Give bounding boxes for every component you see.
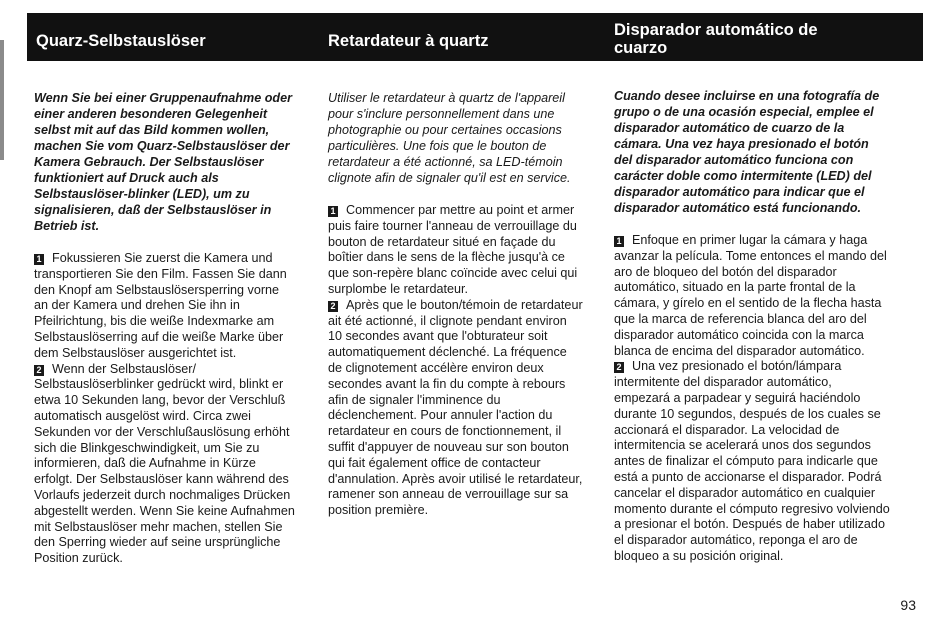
- step-2-french: [328, 298, 583, 519]
- column-french: [328, 90, 583, 519]
- step-text: Après que le bouton/témoin de retardateur ait été actionné, il clignote pendant environ 10 secondes avant que l'obturateur soit automatiquement déclenché. La fréquence de clignotement accélère environ deux secondes avant la fin du compte à rebours afin de signaler l'imminence du déclenchement. Pour annuler l'action du retardateur en cours de fonctionnement, il suffit d'appuyer de nouveau sur son bouton qui fait également office de contacteur d'annulation. Après avoir utilisé le retardateur, ramener son anneau de verrouillage sur sa position première.: [328, 297, 583, 518]
- step-number-badge: 2: [328, 301, 338, 312]
- header-title-german: Quarz-Selbstauslöser: [36, 32, 206, 50]
- step-text: Wenn der Selbstauslöser/ Selbstauslöserblinker gedrückt wird, blinkt er etwa 10 Sekunden lang, bevor der Verschluß automatisch ausgelöst wird. Circa zwei Sekunden vor der Verschlußauslösung erhöht sich die Blinkgeschwindigkeit, um Sie zu informieren, daß die Aufnahme in Kürze erfolgt. Der Selbstauslöser kann während des Vorlaufs jederzeit durch nochmaliges Drücken abgestellt werden. Wenn Sie keine Aufnahmen mit Selbstauslöser mehr machen, stellen Sie den Sperring wieder auf seine ursprüngliche Position zurück.: [34, 361, 295, 566]
- step-1-spanish: [614, 233, 890, 359]
- step-number-badge: 2: [34, 365, 44, 376]
- step-number-badge: 1: [614, 236, 624, 247]
- step-text: Una vez presionado el botón/lámpara intermitente del disparador automático, empezará a parpadear y seguirá haciéndolo durante 10 segundos, después de los cuales se accionará el disparador. La velocidad de intermitencia se acelerará unos dos segundos antes de finalizar el cómputo para indicarle que está a punto de accionarse el disparador. Podrá cancelar el disparador automático en cualquier momento durante el cómputo regresivo volviendo a presionar el botón. Después de haber utilizado el disparador automático, reponga el aro de bloqueo a su posición original.: [614, 359, 890, 563]
- step-number-badge: 1: [34, 254, 44, 265]
- intro-paragraph-german: Wenn Sie bei einer Gruppenaufnahme oder einer anderen besonderen Gelegenheit selbst mit auf das Bild kommen wollen, machen Sie vom Quarz-Selbstauslöser der Kamera Gebrauch. Der Selbstauslöser funktioniert auf Druck auch als Selbstauslöser-blinker (LED), um zu signalisieren, daß der Selbstauslöser in Betrieb ist.: [34, 91, 292, 233]
- header-title-spanish: Disparador automático de cuarzo: [614, 21, 818, 57]
- column-german: [34, 90, 296, 567]
- column-spanish: [614, 88, 890, 565]
- step-2-spanish: [614, 359, 890, 564]
- step-1-french: [328, 203, 583, 298]
- step-text: Enfoque en primer lugar la cámara y haga avanzar la película. Tome entonces el mando del aro de bloqueo del botón del disparador automático, situado en la parte frontal de la cámara, y gírelo en el sentido de la flecha hasta que la marca de referencia blanca del aro del disparador automático coincida con la marca blanca de encima del disparador automático.: [614, 233, 887, 358]
- section-header-bar: [27, 13, 923, 61]
- page-binding-edge: [0, 40, 4, 160]
- header-title-french: Retardateur à quartz: [328, 32, 489, 50]
- intro-paragraph-french: Utiliser le retardateur à quartz de l'appareil pour s'inclure personnellement dans une photographie ou pour certaines occasions particulières. Une fois que le bouton de retardateur a été actionné, sa LED-témoin clignote afin de signaler qu'il est en service.: [328, 91, 571, 185]
- page-number: 93: [900, 597, 916, 613]
- step-number-badge: 1: [328, 206, 338, 217]
- step-1-german: [34, 251, 296, 362]
- intro-paragraph-spanish: Cuando desee incluirse en una fotografía de grupo o de una ocasión especial, emplee el disparador automático de cuarzo de la cámara. Una vez haya presionado el botón del disparador automático funciona con carácter doble como intermitente (LED) del disparador automático para indicar que el disparador automático está funcionando.: [614, 89, 880, 215]
- step-2-german: [34, 362, 296, 567]
- step-text: Fokussieren Sie zuerst die Kamera und transportieren Sie den Film. Fassen Sie dann den Knopf am Selbstauslösersperring vorne an der Kamera und drehen Sie ihn in Pfeilrichtung, bis die weiße Indexmarke am Selbstauslöserring auf die weiße Marke über dem Selbstauslöser ausgerichtet ist.: [34, 251, 287, 360]
- step-number-badge: 2: [614, 362, 624, 373]
- step-text: Commencer par mettre au point et armer puis faire tourner l'anneau de verrouillage du bouton de retardateur situé en façade du boîtier dans le sens de la flèche jusqu'à ce que son-repère blanc coïncide avec celui qui surplombe le retardateur.: [328, 203, 578, 296]
